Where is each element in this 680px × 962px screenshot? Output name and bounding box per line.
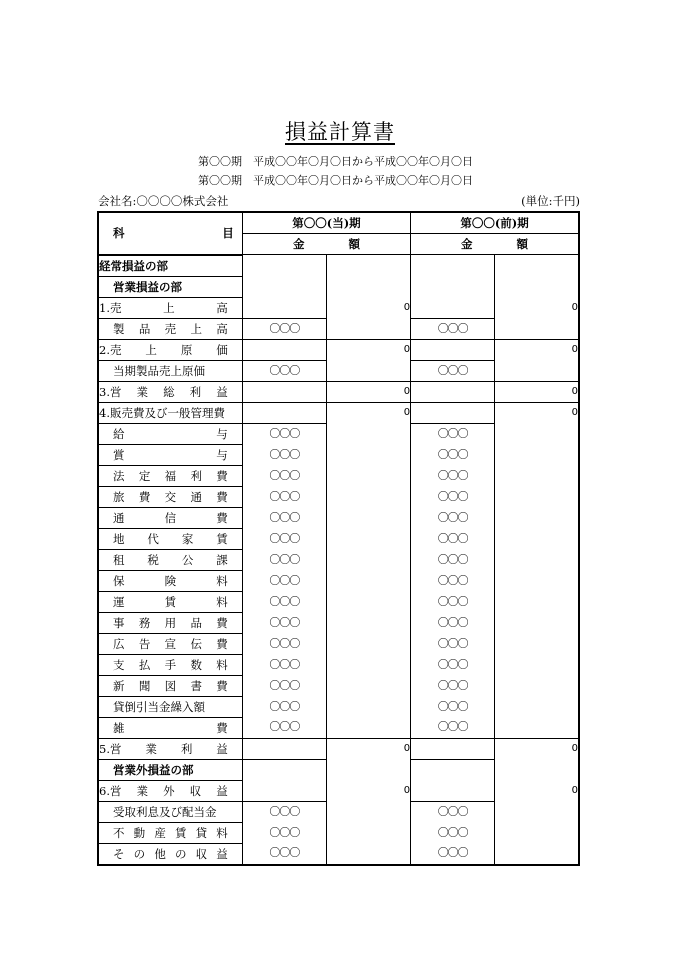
row-expense — [98, 717, 579, 738]
account-name — [98, 570, 242, 591]
total-cell — [326, 549, 410, 570]
account-name — [98, 444, 242, 465]
account-char: 益 — [216, 384, 228, 399]
amount-cell — [411, 402, 495, 423]
total-cell — [326, 423, 410, 444]
total-cell — [326, 591, 410, 612]
total-cell — [495, 633, 579, 654]
account-char: 税 — [147, 552, 159, 567]
amount-cell — [411, 759, 495, 780]
row-expense — [98, 591, 579, 612]
total-cell — [495, 444, 579, 465]
account-char: 業 — [136, 384, 149, 399]
amount-cell: 〇〇〇 — [411, 423, 495, 444]
total-cell — [495, 570, 579, 591]
account-name — [98, 633, 242, 654]
row-expense — [98, 549, 579, 570]
account-char: 賃 — [164, 594, 177, 609]
account-char: 与 — [216, 447, 228, 462]
account-char: 家 — [181, 531, 194, 546]
account-char: 品 — [138, 321, 151, 336]
header-current-period: 第〇〇(当)期 — [242, 212, 410, 234]
account-char: 険 — [164, 573, 177, 588]
amount-cell: 〇〇〇 — [242, 633, 326, 654]
amount-cell — [411, 276, 495, 297]
account-name — [98, 654, 242, 675]
total-cell — [326, 465, 410, 486]
statement-body — [98, 255, 579, 865]
row-non-op-item — [98, 843, 579, 865]
account-char: 手 — [164, 657, 177, 672]
row-non-op-income — [98, 780, 579, 801]
account-char: 貸 — [195, 825, 208, 840]
header-amount-previous: 金 額 — [411, 234, 579, 255]
account-char: 費 — [138, 489, 151, 504]
amount-cell: 〇〇〇 — [411, 507, 495, 528]
row-expense — [98, 570, 579, 591]
header-previous-period: 第〇〇(前)期 — [411, 212, 579, 234]
amount-cell: 〇〇〇 — [411, 570, 495, 591]
total-cell — [326, 696, 410, 717]
account-char: 5.営 — [99, 741, 122, 756]
account-char: 運 — [113, 594, 125, 609]
account-char: 図 — [164, 678, 177, 693]
account-char: 賃 — [174, 825, 187, 840]
total-cell: 0 — [495, 339, 579, 360]
account-char: 益 — [216, 846, 228, 861]
account-char: 代 — [147, 531, 159, 546]
total-cell: 0 — [495, 381, 579, 402]
account-char: 保 — [113, 573, 125, 588]
total-cell — [495, 717, 579, 738]
total-cell — [495, 843, 579, 865]
amount-cell — [242, 276, 326, 297]
total-cell — [495, 360, 579, 381]
row-product-cost — [98, 360, 579, 381]
period-previous: 第〇〇期 平成〇〇年〇月〇日から平成〇〇年〇月〇日 — [198, 174, 473, 187]
total-cell: 0 — [495, 780, 579, 801]
unit-label: (単位:千円) — [521, 194, 580, 208]
row-expense — [98, 486, 579, 507]
total-cell: 0 — [495, 297, 579, 318]
amount-cell: 〇〇〇 — [411, 633, 495, 654]
account-name — [98, 738, 242, 759]
total-cell — [326, 612, 410, 633]
account-char: 他 — [154, 846, 166, 861]
account-name — [98, 339, 242, 360]
account-char: 費 — [216, 720, 228, 735]
total-cell — [326, 444, 410, 465]
row-expense — [98, 465, 579, 486]
amount-cell — [411, 339, 495, 360]
amount-cell: 〇〇〇 — [411, 801, 495, 822]
account-char: 不 — [113, 825, 125, 840]
row-product-sales — [98, 318, 579, 339]
account-char: 用 — [164, 615, 177, 630]
row-expense — [98, 696, 579, 717]
section-non-operating — [98, 759, 579, 780]
total-cell: 0 — [326, 297, 410, 318]
total-cell — [326, 759, 410, 780]
amount-cell: 〇〇〇 — [242, 801, 326, 822]
account-char: 支 — [113, 657, 125, 672]
amount-cell: 〇〇〇 — [242, 360, 326, 381]
total-cell: 0 — [326, 780, 410, 801]
account-char: 収 — [195, 846, 208, 861]
amount-cell — [242, 255, 326, 277]
account-char: 書 — [190, 678, 202, 693]
account-name: 4.販売費及び一般管理費 — [98, 402, 242, 423]
account-char: 宣 — [164, 636, 177, 651]
amount-cell: 〇〇〇 — [242, 528, 326, 549]
total-cell: 0 — [495, 738, 579, 759]
account-char: 上 — [190, 321, 202, 336]
account-name — [98, 318, 242, 339]
account-char: の — [133, 846, 146, 861]
account-char: 受取利息及び配当金 — [113, 804, 217, 819]
row-expense — [98, 654, 579, 675]
total-cell — [326, 360, 410, 381]
account-char: 2.売 — [99, 342, 122, 357]
account-name: 当期製品売上原価 — [98, 360, 242, 381]
account-char: 益 — [216, 741, 228, 756]
amount-cell: 〇〇〇 — [242, 591, 326, 612]
account-name — [98, 843, 242, 865]
amount-cell: 〇〇〇 — [411, 822, 495, 843]
total-cell — [326, 717, 410, 738]
row-cogs — [98, 339, 579, 360]
account-char: 上 — [145, 342, 157, 357]
amount-cell — [411, 738, 495, 759]
account-char: 払 — [138, 657, 151, 672]
account-name — [98, 696, 242, 717]
period-current: 第〇〇期 平成〇〇年〇月〇日から平成〇〇年〇月〇日 — [198, 155, 473, 168]
account-name — [98, 297, 242, 318]
row-expense — [98, 612, 579, 633]
account-char: 高 — [216, 300, 228, 315]
total-cell — [495, 528, 579, 549]
account-char: 売 — [164, 321, 177, 336]
amount-cell: 〇〇〇 — [411, 528, 495, 549]
account-char: 告 — [138, 636, 151, 651]
total-cell: 0 — [326, 339, 410, 360]
amount-cell — [242, 297, 326, 318]
account-char: 収 — [189, 783, 202, 798]
account-char: 数 — [190, 657, 202, 672]
total-cell — [495, 591, 579, 612]
account-name — [98, 507, 242, 528]
amount-cell: 〇〇〇 — [411, 486, 495, 507]
row-gross-profit — [98, 381, 579, 402]
amount-cell: 〇〇〇 — [411, 318, 495, 339]
account-char: 賞 — [113, 447, 125, 462]
account-char: 動 — [133, 825, 146, 840]
amount-cell — [411, 381, 495, 402]
row-expense — [98, 507, 579, 528]
total-cell — [495, 465, 579, 486]
amount-cell: 〇〇〇 — [411, 444, 495, 465]
account-char: 務 — [138, 615, 151, 630]
amount-cell: 〇〇〇 — [242, 675, 326, 696]
total-cell — [326, 654, 410, 675]
total-cell — [326, 633, 410, 654]
account-name — [98, 486, 242, 507]
account-char: 高 — [216, 321, 228, 336]
total-cell — [326, 675, 410, 696]
account-char: 益 — [216, 783, 228, 798]
account-char: 利 — [190, 468, 202, 483]
total-cell: 0 — [326, 738, 410, 759]
amount-cell: 〇〇〇 — [411, 549, 495, 570]
amount-cell: 〇〇〇 — [411, 675, 495, 696]
amount-cell: 〇〇〇 — [242, 570, 326, 591]
account-name — [98, 549, 242, 570]
row-expense — [98, 444, 579, 465]
account-char: 費 — [216, 510, 228, 525]
header-amount-current: 金 額 — [242, 234, 410, 255]
amount-cell: 〇〇〇 — [242, 717, 326, 738]
total-cell — [326, 255, 410, 277]
account-char: 上 — [163, 300, 175, 315]
account-char: 利 — [180, 741, 193, 756]
amount-cell — [411, 780, 495, 801]
amount-cell — [242, 759, 326, 780]
account-char: 外 — [163, 783, 175, 798]
account-name — [98, 612, 242, 633]
account-name — [98, 465, 242, 486]
account-char: 聞 — [138, 678, 151, 693]
row-non-op-item — [98, 801, 579, 822]
account-char: 事 — [113, 615, 125, 630]
account-char: 産 — [154, 825, 166, 840]
account-name — [98, 801, 242, 822]
total-cell — [495, 759, 579, 780]
account-char: 租 — [113, 552, 125, 567]
total-cell: 0 — [495, 402, 579, 423]
account-name: 営業損益の部 — [98, 276, 242, 297]
row-non-op-item — [98, 822, 579, 843]
account-char: 貸倒引当金繰入額 — [113, 699, 205, 714]
total-cell: 0 — [326, 402, 410, 423]
amount-cell — [242, 339, 326, 360]
account-char: 費 — [216, 615, 228, 630]
amount-cell: 〇〇〇 — [411, 465, 495, 486]
total-cell — [495, 654, 579, 675]
total-cell — [495, 822, 579, 843]
header-item: 科 目 — [98, 212, 242, 255]
account-char: 原 — [180, 342, 193, 357]
account-char: 信 — [164, 510, 177, 525]
account-char: 雑 — [113, 720, 125, 735]
account-char: 旅 — [113, 489, 125, 504]
account-char: 給 — [113, 426, 125, 441]
amount-cell — [242, 780, 326, 801]
amount-cell: 〇〇〇 — [411, 717, 495, 738]
account-char: 利 — [189, 384, 202, 399]
account-char: 費 — [216, 489, 228, 504]
document-title: 損益計算書 — [285, 120, 395, 144]
amount-cell — [411, 297, 495, 318]
total-cell — [326, 570, 410, 591]
amount-cell: 〇〇〇 — [242, 486, 326, 507]
account-char: 新 — [113, 678, 125, 693]
amount-cell: 〇〇〇 — [242, 549, 326, 570]
account-char: 総 — [163, 384, 175, 399]
amount-cell: 〇〇〇 — [242, 465, 326, 486]
total-cell — [326, 801, 410, 822]
account-char: 交 — [164, 489, 177, 504]
amount-cell: 〇〇〇 — [411, 612, 495, 633]
account-char: 6.営 — [99, 783, 122, 798]
row-operating-profit — [98, 738, 579, 759]
total-cell — [326, 843, 410, 865]
total-cell — [326, 276, 410, 297]
total-cell — [495, 549, 579, 570]
amount-cell: 〇〇〇 — [242, 612, 326, 633]
account-name — [98, 822, 242, 843]
account-char: 通 — [190, 489, 202, 504]
account-name — [98, 780, 242, 801]
section-ordinary — [98, 255, 579, 277]
amount-cell: 〇〇〇 — [242, 423, 326, 444]
total-cell — [326, 528, 410, 549]
account-char: 品 — [190, 615, 202, 630]
account-char: 賃 — [216, 531, 228, 546]
amount-cell: 〇〇〇 — [411, 696, 495, 717]
amount-cell — [411, 255, 495, 277]
row-expense — [98, 528, 579, 549]
row-sales — [98, 297, 579, 318]
total-cell — [495, 276, 579, 297]
company-name: 会社名:〇〇〇〇株式会社 — [98, 194, 229, 208]
amount-cell: 〇〇〇 — [242, 444, 326, 465]
account-char: 費 — [216, 678, 228, 693]
account-name — [98, 423, 242, 444]
total-cell — [495, 675, 579, 696]
account-char: 製 — [113, 321, 125, 336]
total-cell — [326, 507, 410, 528]
account-char: 与 — [216, 426, 228, 441]
total-cell — [495, 801, 579, 822]
account-char: 料 — [216, 825, 228, 840]
account-char: 料 — [216, 594, 228, 609]
total-cell — [326, 822, 410, 843]
total-cell — [326, 318, 410, 339]
account-name: 経常損益の部 — [98, 255, 242, 277]
account-char: 価 — [216, 342, 228, 357]
amount-cell: 〇〇〇 — [242, 822, 326, 843]
total-cell — [495, 486, 579, 507]
account-char: 業 — [136, 783, 149, 798]
amount-cell — [242, 738, 326, 759]
amount-cell: 〇〇〇 — [411, 843, 495, 865]
account-name — [98, 528, 242, 549]
account-char: 3.営 — [99, 384, 122, 399]
row-sga — [98, 402, 579, 423]
account-name — [98, 381, 242, 402]
row-expense — [98, 675, 579, 696]
account-char: 公 — [181, 552, 194, 567]
amount-cell: 〇〇〇 — [242, 696, 326, 717]
account-char: 伝 — [190, 636, 202, 651]
total-cell — [495, 507, 579, 528]
amount-cell: 〇〇〇 — [242, 507, 326, 528]
total-cell — [495, 612, 579, 633]
account-char: 通 — [113, 510, 125, 525]
total-cell — [326, 486, 410, 507]
row-expense — [98, 423, 579, 444]
amount-cell: 〇〇〇 — [242, 654, 326, 675]
account-char: 広 — [113, 636, 125, 651]
account-char: 料 — [216, 657, 228, 672]
row-expense — [98, 633, 579, 654]
amount-cell — [242, 402, 326, 423]
account-char: 課 — [216, 552, 228, 567]
account-name — [98, 717, 242, 738]
total-cell — [495, 423, 579, 444]
account-char: 福 — [164, 468, 177, 483]
account-char: 法 — [113, 468, 125, 483]
account-char: の — [174, 846, 187, 861]
account-char: 費 — [216, 468, 228, 483]
amount-cell: 〇〇〇 — [242, 318, 326, 339]
account-char: 業 — [145, 741, 157, 756]
amount-cell — [242, 381, 326, 402]
income-statement-table — [97, 211, 580, 866]
total-cell — [495, 255, 579, 277]
total-cell: 0 — [326, 381, 410, 402]
account-char: 1.売 — [99, 300, 122, 315]
account-name — [98, 675, 242, 696]
account-char: 料 — [216, 573, 228, 588]
section-operating — [98, 276, 579, 297]
account-char: 費 — [216, 636, 228, 651]
amount-cell: 〇〇〇 — [411, 360, 495, 381]
account-char: 定 — [138, 468, 151, 483]
amount-cell: 〇〇〇 — [242, 843, 326, 865]
total-cell — [495, 696, 579, 717]
total-cell — [495, 318, 579, 339]
account-char: そ — [113, 846, 125, 861]
account-name: 営業外損益の部 — [98, 759, 242, 780]
account-name — [98, 591, 242, 612]
amount-cell: 〇〇〇 — [411, 591, 495, 612]
amount-cell: 〇〇〇 — [411, 654, 495, 675]
account-char: 地 — [113, 531, 125, 546]
